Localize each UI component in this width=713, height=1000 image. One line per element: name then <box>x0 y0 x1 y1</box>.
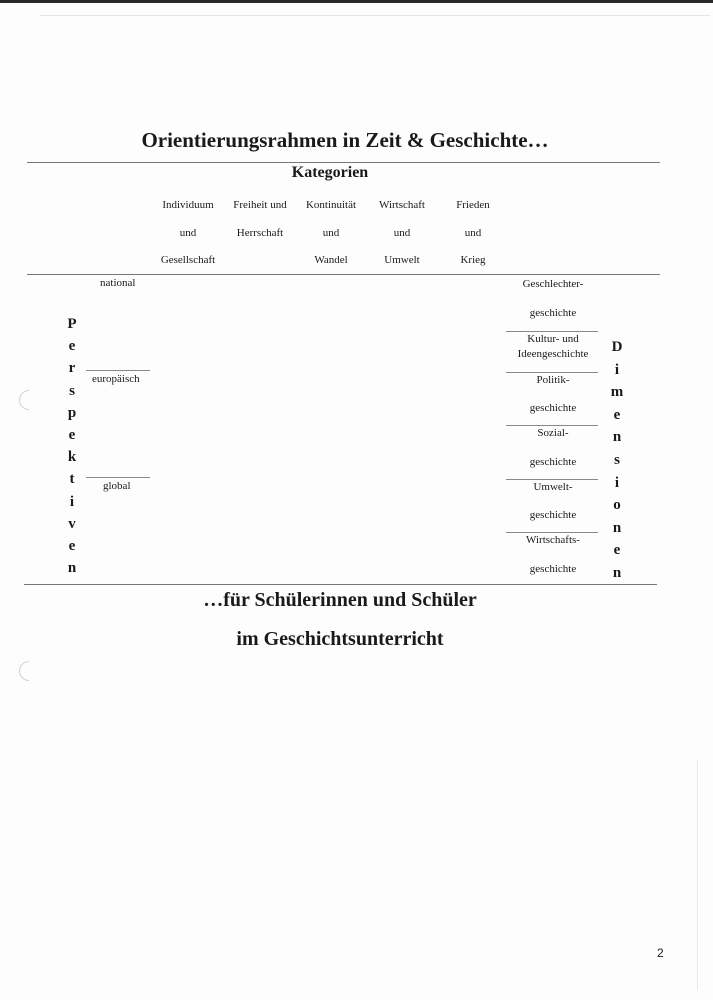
dimension-divider <box>506 425 598 426</box>
title-divider <box>27 162 660 163</box>
dimensionen-letter: D <box>611 339 623 355</box>
dimension-divider <box>506 372 598 373</box>
categories-divider <box>27 274 660 275</box>
dimension-divider <box>506 532 598 533</box>
scan-edge-line <box>40 15 710 16</box>
dimensionen-letter: i <box>614 474 620 491</box>
dimensionen-vertical-label <box>609 336 625 585</box>
page-title: Orientierungsrahmen in Zeit & Geschichte… <box>141 128 549 152</box>
dimension-sozial-line2: geschichte <box>529 456 577 468</box>
dimensionen-letter: e <box>613 542 621 559</box>
perspektiven-letter: p <box>67 404 77 421</box>
dimension-geschlechter-line2: geschichte <box>529 307 577 319</box>
perspektiven-letter: e <box>68 427 76 444</box>
dimensionen-letter: n <box>612 564 622 581</box>
dimensionen-letter: n <box>612 519 622 536</box>
perspektiven-letter: P <box>67 316 77 332</box>
category-individuum: Individuum und Gesellschaft <box>160 199 216 266</box>
dimensionen-letter: n <box>612 429 622 446</box>
dimension-politik-line1: Politik- <box>536 374 570 386</box>
page-number: 2 <box>657 946 664 960</box>
perspektiven-letter: n <box>67 560 77 577</box>
perspektiven-letter: v <box>68 515 76 532</box>
punch-hole-mark <box>15 657 43 685</box>
dimension-politik-line2: geschichte <box>529 402 577 414</box>
perspektiven-letter: e <box>68 538 76 555</box>
perspective-europaeisch: europäisch <box>92 373 140 385</box>
punch-hole-mark <box>15 386 43 414</box>
perspective-global: global <box>103 480 131 492</box>
dimension-umwelt-line2: geschichte <box>529 509 577 521</box>
subtitle-line-2: im Geschichtsunterricht <box>236 628 444 650</box>
dimension-divider <box>506 331 598 332</box>
perspektiven-letter: s <box>69 382 75 399</box>
dimension-umwelt-line1: Umwelt- <box>533 481 573 493</box>
dimension-wirtschaft-line1: Wirtschafts- <box>526 534 580 546</box>
dimensionen-letter: i <box>614 361 620 378</box>
perspektiven-letter: r <box>68 360 76 377</box>
category-frieden: Frieden und Krieg <box>456 199 490 266</box>
perspektiven-letter: i <box>69 493 75 510</box>
perspective-divider <box>86 477 150 478</box>
subtitle-line-1: …für Schülerinnen und Schüler <box>203 589 477 611</box>
dimensionen-letter: e <box>613 406 621 423</box>
dimension-wirtschaft-line2: geschichte <box>529 563 577 575</box>
category-wirtschaft: Wirtschaft und Umwelt <box>379 199 425 266</box>
perspektiven-letter: t <box>69 471 75 488</box>
dimensionen-letter: m <box>610 384 624 401</box>
dimensionen-letter: s <box>614 451 620 468</box>
kategorien-heading: Kategorien <box>291 164 369 181</box>
dimension-geschlechter-line1: Geschlechter- <box>522 278 584 290</box>
perspective-national: national <box>100 277 136 289</box>
category-freiheit: Freiheit und Herrschaft <box>233 199 287 239</box>
dimension-sozial-line1: Sozial- <box>537 427 569 439</box>
perspektiven-letter: k <box>67 449 77 466</box>
scan-right-edge <box>697 760 698 990</box>
dimension-divider <box>506 479 598 480</box>
perspektiven-letter: e <box>68 338 76 355</box>
perspective-divider <box>86 370 150 371</box>
scan-top-edge <box>0 0 713 3</box>
category-kontinuitaet: Kontinuität und Wandel <box>305 199 357 266</box>
dimension-kultur-line2: Ideengeschichte <box>517 348 589 360</box>
bottom-divider <box>24 584 657 585</box>
dimensionen-letter: o <box>613 497 621 514</box>
dimension-kultur-line1: Kultur- und <box>527 333 579 345</box>
perspektiven-vertical-label <box>64 313 80 579</box>
